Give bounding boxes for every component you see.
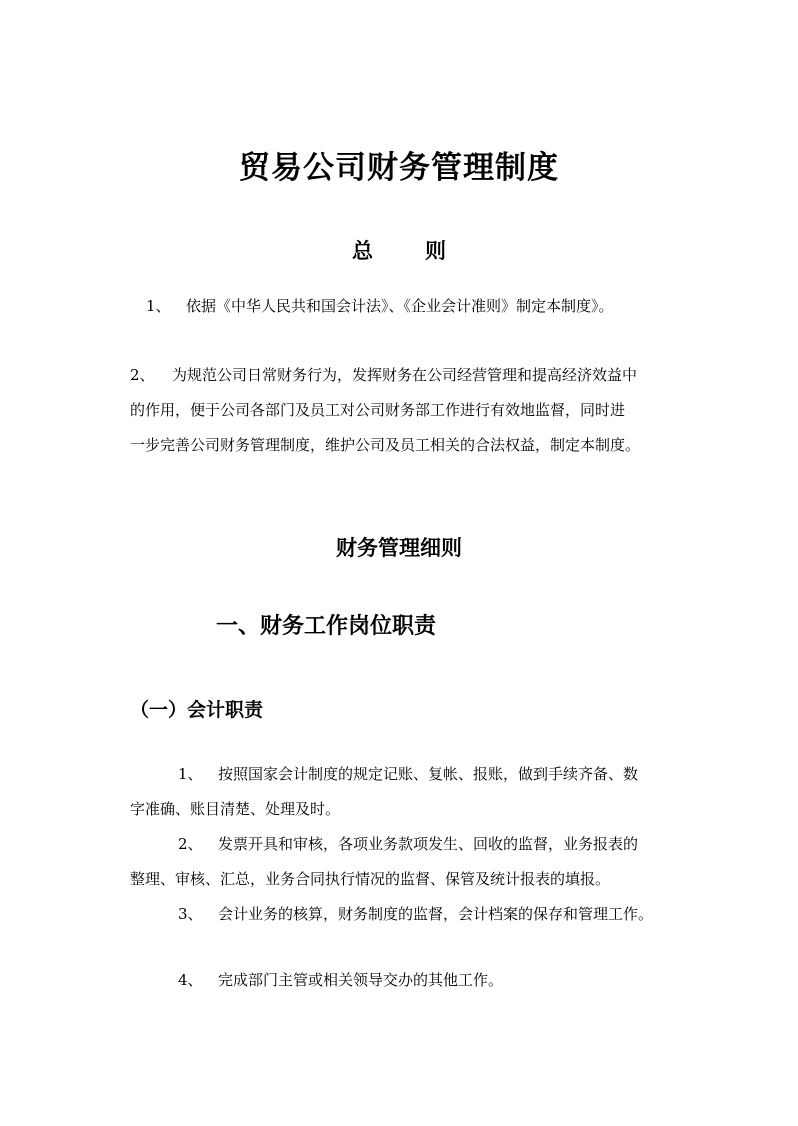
duty-item-2-number: 2、: [178, 835, 203, 853]
general-item-2-line-1: [130, 365, 637, 385]
general-item-2-line-3: 一步完善公司财务管理制度，维护公司及员工相关的合法权益，制定本制度。: [130, 436, 641, 454]
sub-heading: （一）会计职责: [130, 699, 264, 721]
general-item-2-line-2: 的作用，便于公司各部门及员工对公司财务部工作进行有效地监督，同时进: [130, 401, 626, 419]
section-heading: 财务管理细则: [336, 536, 462, 560]
duty-item-4: [178, 970, 503, 990]
general-item-1: [146, 296, 614, 316]
duty-item-2-line-2: 整理、审核、汇总，业务合同执行情况的监督、保管及统计报表的填报。: [130, 870, 611, 888]
duty-item-3-number: 3、: [178, 905, 203, 923]
duty-item-3-text: 会计业务的核算，财务制度的监督，会计档案的保存和管理工作。: [218, 905, 654, 923]
chapter-heading: 一、财务工作岗位职责: [216, 614, 437, 639]
general-heading-char-2: 则: [425, 239, 446, 263]
duty-item-1-number: 1、: [178, 765, 203, 783]
duty-item-1-line-1: [178, 764, 638, 784]
general-item-2-text-1: 为规范公司日常财务行为，发挥财务在公司经营管理和提高经济效益中: [172, 366, 638, 384]
duty-item-4-text: 完成部门主管或相关领导交办的其他工作。: [218, 971, 504, 989]
document-title: 贸易公司财务管理制度: [239, 150, 559, 186]
duty-item-3: [178, 904, 653, 924]
general-item-1-text: 依据《中华人民共和国会计法》、《企业会计准则》制定本制度》。: [186, 297, 614, 315]
general-heading-char-1: 总: [352, 239, 373, 263]
duty-item-2-line-1: [178, 834, 638, 854]
general-item-1-number: 1、: [146, 297, 171, 315]
general-provisions-heading: [0, 235, 798, 265]
duty-item-2-text-1: 发票开具和审核，各项业务款项发生、回收的监督，业务报表的: [218, 835, 639, 853]
duty-item-1-text-1: 按照国家会计制度的规定记账、复帐、报账，做到手续齐备、数: [218, 765, 639, 783]
duty-item-4-number: 4、: [178, 971, 203, 989]
general-item-2-number: 2、: [130, 366, 155, 384]
duty-item-1-line-2: 字准确、账目清楚、处理及时。: [130, 800, 341, 818]
